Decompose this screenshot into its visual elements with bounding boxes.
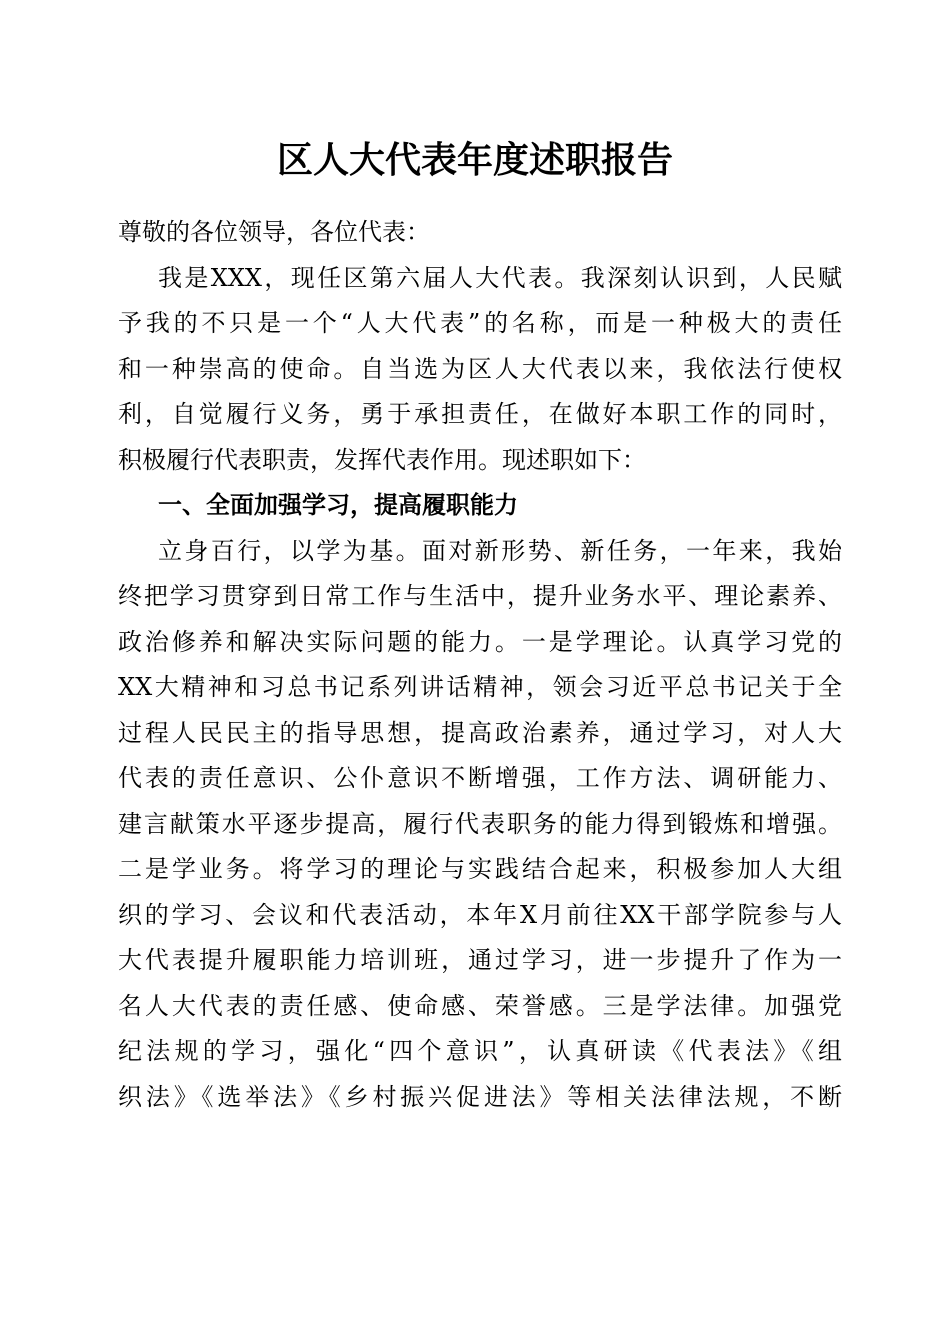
- salutation: 尊敬的各位领导，各位代表：: [118, 218, 430, 246]
- paragraph-line: 纪法规的学习，强化“四个意识”，认真研读《代表法》《组: [118, 1037, 842, 1065]
- paragraph-line: 予我的不只是一个“人大代表”的名称，而是一种极大的责任: [118, 309, 842, 337]
- paragraph-line: 利，自觉履行义务，勇于承担责任，在做好本职工作的同时，: [118, 400, 842, 428]
- paragraph-line: 二是学业务。将学习的理论与实践结合起来，积极参加人大组: [118, 855, 842, 883]
- document-body: [118, 210, 842, 1120]
- paragraph-line: 积极履行代表职责，发挥代表作用。现述职如下：: [118, 445, 646, 474]
- paragraph-line: 建言献策水平逐步提高，履行代表职务的能力得到锻炼和增强。: [118, 809, 842, 838]
- paragraph-line: 立身百行，以学为基。面对新形势、新任务，一年来，我始: [158, 536, 842, 565]
- paragraph-line: 名人大代表的责任感、使命感、荣誉感。三是学法律。加强党: [118, 991, 842, 1020]
- section-heading: 一、全面加强学习，提高履职能力: [158, 491, 518, 519]
- document-title: 区人大代表年度述职报告: [276, 139, 673, 181]
- paragraph-line: 过程人民民主的指导思想，提高政治素养，通过学习，对人大: [118, 718, 842, 747]
- paragraph-line: 终把学习贯穿到日常工作与生活中，提升业务水平、理论素养、: [118, 582, 842, 610]
- paragraph-line: 和一种崇高的使命。自当选为区人大代表以来，我依法行使权: [118, 354, 842, 383]
- paragraph-line: 织法》《选举法》《乡村振兴促进法》等相关法律法规，不断: [118, 1082, 842, 1111]
- paragraph-line: 织的学习、会议和代表活动，本年X月前往XX干部学院参与人: [118, 900, 842, 929]
- paragraph-line: XX大精神和习总书记系列讲话精神，领会习近平总书记关于全: [118, 673, 842, 701]
- paragraph-line: 大代表提升履职能力培训班，通过学习，进一步提升了作为一: [118, 946, 842, 974]
- paragraph-line: 我是XXX，现任区第六届人大代表。我深刻认识到，人民赋: [158, 263, 842, 292]
- paragraph-line: 代表的责任意识、公仆意识不断增强，工作方法、调研能力、: [118, 764, 842, 792]
- paragraph-line: 政治修养和解决实际问题的能力。一是学理论。认真学习党的: [118, 627, 842, 656]
